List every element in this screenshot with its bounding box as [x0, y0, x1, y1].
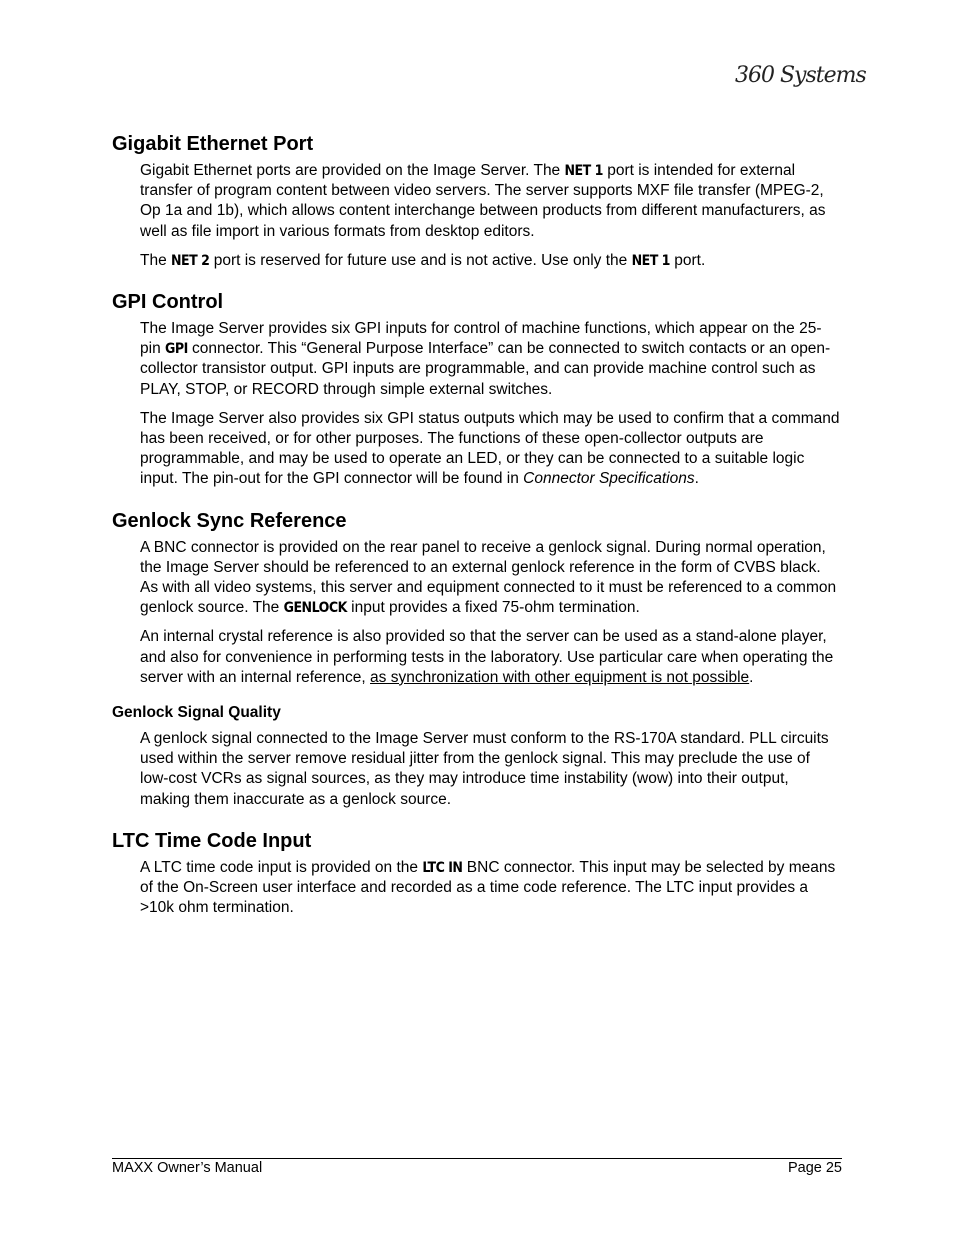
net1-label: NET 1: [631, 252, 670, 269]
paragraph: Gigabit Ethernet ports are provided on the Image Server. The NET 1 port is intended for external transfer of program content between video servers. The server supports MXF file transfer (MPEG-2, Op 1a and 1b), which allows content interchange between products from different manufacturers, as well as file import in various formats from desktop editors.: [140, 162, 826, 240]
gpi-label: GPI: [165, 341, 188, 358]
connector-specifications-ref: Connector Specifications: [523, 470, 695, 488]
section-heading: GPI Control: [112, 291, 224, 314]
ltc-in-label: LTC IN: [422, 859, 463, 876]
svg-text:360 Systems: 360 Systems: [735, 63, 866, 88]
paragraph: A LTC time code input is provided on the LTC IN BNC connector. This input may be selected by means of the On-Screen user interface and recorded as a time code reference. The LTC input provides a >10k ohm termination.: [140, 858, 836, 917]
net2-label: NET 2: [171, 252, 210, 269]
paragraph: The NET 2 port is reserved for future use and is not active. Use only the NET 1 port.: [140, 251, 706, 269]
company-logo: [733, 55, 866, 95]
section-gigabit-ethernet: [112, 132, 842, 271]
footer-page-number: Page 25: [787, 1160, 842, 1176]
section-heading: Gigabit Ethernet Port: [112, 133, 314, 155]
net1-label: NET 1: [564, 163, 603, 179]
subsection-heading: Genlock Signal Quality: [112, 704, 281, 722]
section-genlock-signal-quality: [112, 703, 842, 810]
footer-divider: [112, 1158, 842, 1159]
section-heading: LTC Time Code Input: [112, 829, 312, 852]
paragraph: A genlock signal connected to the Image Server must conform to the RS-170A standard. PLL circuits used within the server remove residual jitter from the genlock signal. This may preclude the use of low-cost VCRs as signal sources, as they may introduce time instability (wow) into their output, making them inaccurate as a genlock source.: [140, 730, 829, 808]
section-ltc-time-code: [112, 829, 842, 919]
section-heading: Genlock Sync Reference: [112, 509, 347, 532]
section-gpi-control: [112, 290, 842, 490]
paragraph: The Image Server provides six GPI inputs for control of machine functions, which appear on the 25-pin GPI connector. This “General Purpose Interface” can be connected to switch contacts or an open-collector transistor output. GPI inputs are programmable, and can provide machine control such as PLAY, STOP, or RECORD through simple external switches.: [140, 320, 831, 398]
paragraph: A BNC connector is provided on the rear panel to receive a genlock signal. During normal operation, the Image Server should be referenced to an external genlock reference in the form of CVBS black. As with all video systems, this server and equipment connected to it must be referenced to a common genlock source. The GENLOCK input provides a fixed 75-ohm termination.: [140, 538, 837, 617]
genlock-label: GENLOCK: [283, 600, 347, 617]
paragraph: The Image Server also provides six GPI status outputs which may be used to confirm that a command has been received, or for other purposes. The functions of these open-collector outputs are programmable, and may be used to operate an LED, or they can be connected to a suitable logic input. The pin-out for the GPI connector will be found in Connector Specifications.: [140, 409, 840, 488]
footer-manual-title: MAXX Owner’s Manual: [112, 1160, 263, 1176]
page-content: [112, 132, 842, 937]
paragraph: An internal crystal reference is also provided so that the server can be used as a stand-alone player, and also for convenience in performing tests in the laboratory. Use particular care when operating the server with an internal reference, as synchronization with other equipment is not possible.: [140, 628, 834, 686]
section-genlock: [112, 509, 842, 688]
underlined-warning: as synchronization with other equipment is not possible: [370, 668, 750, 686]
